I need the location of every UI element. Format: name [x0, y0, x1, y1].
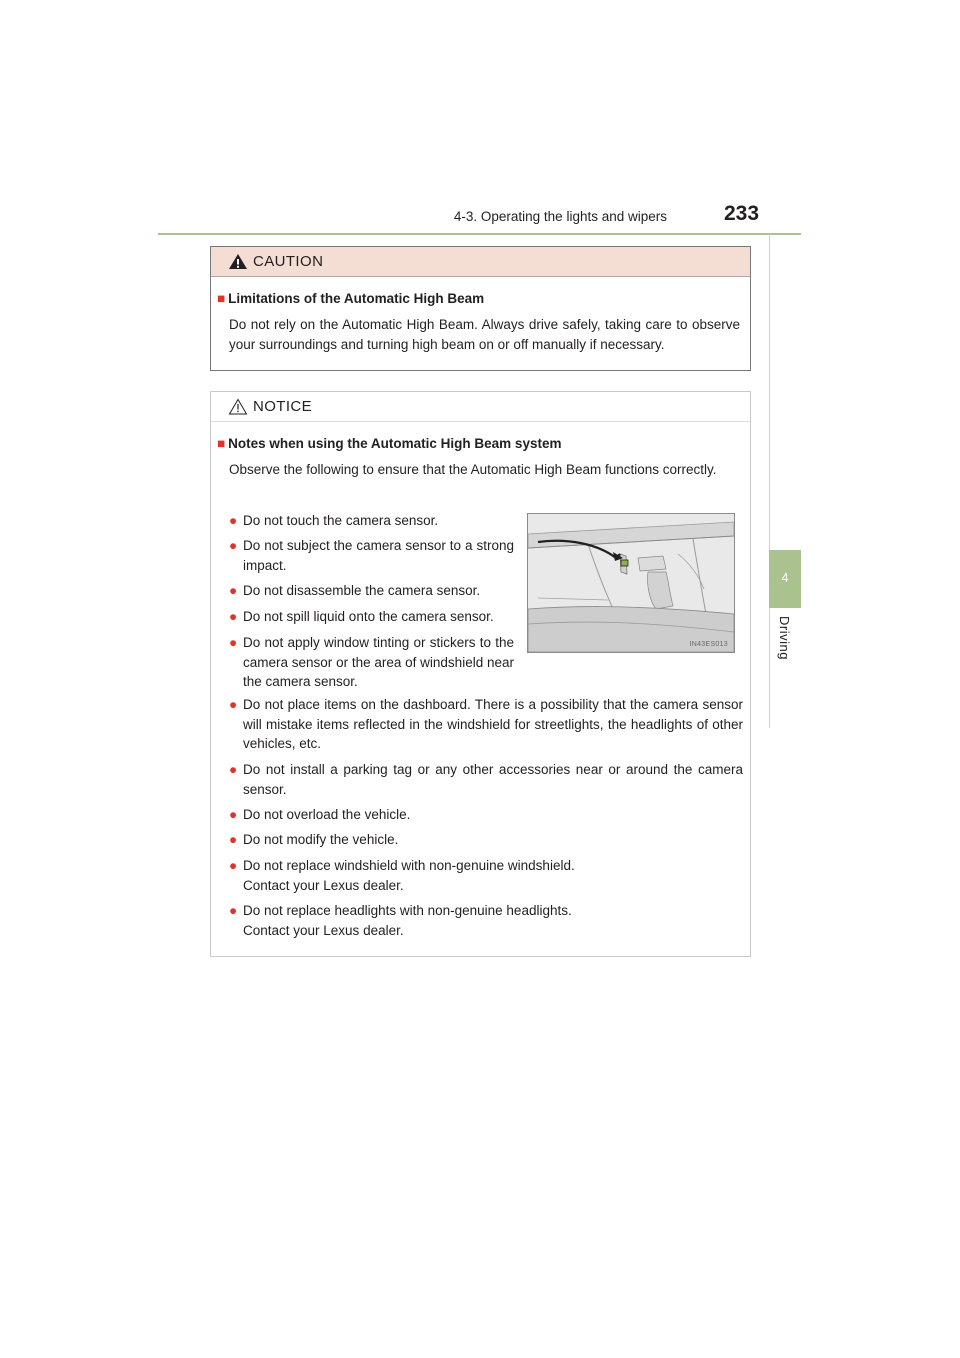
notice-header: [211, 392, 750, 422]
notice-heading: ■ Notes when using the Automatic High Beam system: [217, 436, 562, 451]
bullet-icon: ●: [229, 858, 238, 873]
bullet-icon: ●: [229, 609, 238, 624]
page-number: 233: [724, 202, 760, 225]
list-item: ● Do not replace headlights with non-genuine headlights. Contact your Lexus dealer.: [229, 901, 743, 940]
list-item: ● Do not overload the vehicle.: [229, 805, 743, 825]
chapter-label: Driving: [777, 616, 792, 660]
list-item: ● Do not subject the camera sensor to a strong impact.: [229, 538, 514, 573]
bullet-icon: ●: [229, 513, 238, 528]
side-rule-top: [769, 234, 770, 550]
list-item: ● Do not disassemble the camera sensor.: [229, 581, 514, 601]
list-item: ● Do not spill liquid onto the camera sensor.: [229, 607, 514, 627]
bullet-icon: ●: [229, 635, 238, 650]
list-item: ● Do not touch the camera sensor.: [229, 511, 514, 531]
chapter-number: 4: [781, 570, 789, 585]
list-item: ● Do not replace windshield with non-genuine windshield. Contact your Lexus dealer.: [229, 856, 743, 895]
warning-triangle-icon: [228, 253, 248, 270]
bullet-icon: ●: [229, 832, 238, 847]
heading-marker-icon: ■: [217, 436, 226, 451]
list-item: ● Do not modify the vehicle.: [229, 830, 743, 850]
bullet-icon: ●: [229, 697, 238, 712]
caution-body: Do not rely on the Automatic High Beam. Always drive safely, taking care to observe your surroundings and turning high beam on or off manually if necessary.: [229, 317, 740, 352]
bullet-icon: ●: [229, 762, 238, 777]
chapter-tab[interactable]: [769, 550, 801, 608]
notice-box: [210, 391, 751, 957]
warning-triangle-outline-icon: [228, 398, 248, 415]
bullet-icon: ●: [229, 583, 238, 598]
list-item: ● Do not place items on the dashboard. There is a possibility that the camera sensor will mistake items reflected in the windshield for streetlights, the headlights of other vehicles, etc.: [229, 697, 743, 751]
caution-heading: ■ Limitations of the Automatic High Beam: [217, 291, 485, 306]
list-item: ● Do not apply window tinting or stickers to the camera sensor or the area of windshield near the camera sensor.: [229, 635, 514, 689]
caution-header: [211, 247, 750, 277]
header-divider: [158, 233, 801, 235]
caution-label: CAUTION: [253, 253, 324, 270]
list-item: ● Do not install a parking tag or any other accessories near or around the camera sensor.: [229, 762, 743, 797]
bullet-icon: ●: [229, 807, 238, 822]
dealer-contact-text: Contact your Lexus dealer.: [243, 877, 404, 893]
notice-label: NOTICE: [253, 398, 313, 415]
bullet-icon: ●: [229, 903, 238, 918]
illustration-code: IN43ES013: [689, 641, 728, 648]
notice-intro: Observe the following to ensure that the Automatic High Beam functions correctly.: [229, 462, 717, 477]
bullet-icon: ●: [229, 538, 238, 553]
side-rule-bottom: [769, 608, 770, 728]
section-title: 4-3. Operating the lights and wipers: [453, 209, 667, 224]
heading-marker-icon: ■: [217, 291, 226, 306]
dealer-contact-text: Contact your Lexus dealer.: [243, 922, 404, 938]
camera-sensor-illustration: [527, 513, 735, 653]
caution-box: [210, 246, 751, 371]
